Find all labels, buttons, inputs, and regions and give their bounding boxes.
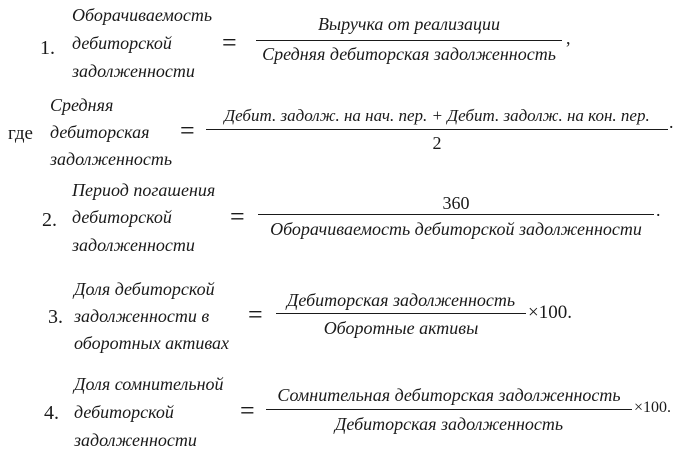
equals-sign: = [248,300,263,329]
multiplier: ×100. [528,302,572,323]
formula-number: 3. [48,306,63,328]
label-line: Средняя [50,95,114,115]
numerator: Выручка от реализации [317,14,501,34]
label-line: задолженность [50,149,173,169]
equals-sign: = [240,396,255,425]
label-line: Оборачиваемость [72,5,213,25]
numerator: 360 [442,193,470,213]
denominator: Оборотные активы [323,318,479,338]
label-line: задолженности в [74,306,210,326]
label-line: дебиторской [72,207,172,227]
equals-sign: = [180,116,195,145]
denominator: Оборачиваемость дебиторской задолженности [270,219,642,239]
fraction-bar [266,409,632,410]
denominator: 2 [432,133,442,153]
trailing-punctuation: , [566,28,571,48]
prefix-where: где [8,123,33,144]
label-line: задолженности [72,61,195,81]
label-line: задолженности [72,235,195,255]
formula-number: 2. [42,209,57,231]
label-line: задолженности [74,430,197,450]
fraction-bar [276,313,526,314]
label-line: Доля дебиторской [74,279,215,299]
formula-number: 1. [40,37,55,59]
fraction-bar [206,129,668,130]
fraction-bar [256,40,562,41]
label-line: дебиторской [72,33,172,53]
multiplier: ×100. [634,399,672,416]
formula-number: 4. [44,402,59,424]
label-line: дебиторской [74,402,174,422]
label-line: Доля сомнительной [74,374,224,394]
trailing-punctuation: . [669,112,674,132]
equals-sign: = [222,28,237,57]
denominator: Дебиторская задолженность [334,414,564,434]
equals-sign: = [230,202,245,231]
label-line: Период погашения [72,180,216,200]
numerator: Сомнительная дебиторская задолженность [277,385,621,405]
denominator: Средняя дебиторская задолженность [262,44,556,64]
trailing-punctuation: . [656,200,661,220]
fraction-bar [258,214,654,215]
label-line: оборотных активах [74,333,230,353]
numerator: Дебит. задолж. на нач. пер. + Дебит. задолж. на кон. пер. [224,106,650,125]
numerator: Дебиторская задолженность [286,290,516,310]
label-line: дебиторская [50,122,150,142]
